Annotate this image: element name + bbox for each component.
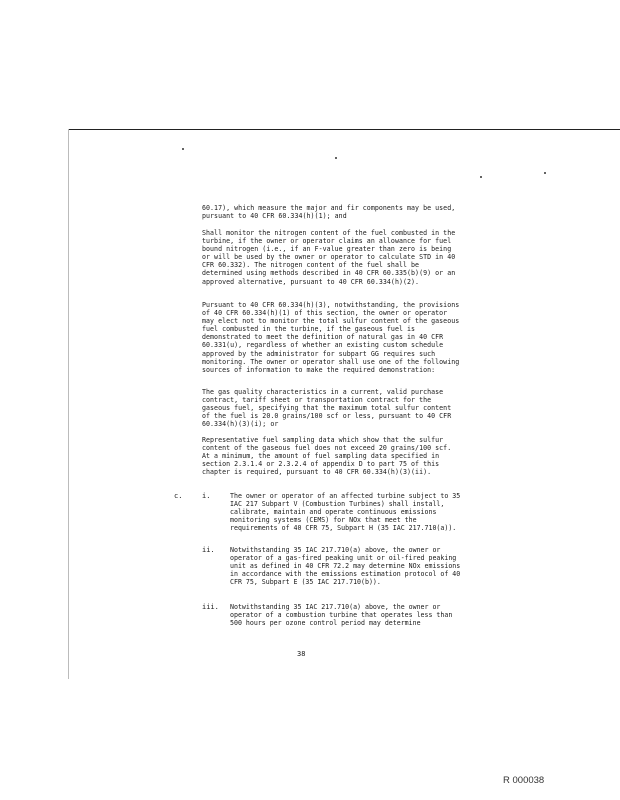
item-text: Notwithstanding 35 IAC 217.710(a) above, the owner or operator of a gas-fired peaking unit or oil-fired peaking unit as defined in 40 CFR 72.2 may determine NOx emissions in accordance with the emissions estimation protocol of 40 CFR 75, Subpart E (35 IAC 217.710(b)). bbox=[230, 546, 461, 587]
bates-number: R 000038 bbox=[503, 775, 545, 786]
paragraph-3: Pursuant to 40 CFR 60.334(h)(3), notwithstanding, the provisions of 40 CFR 60.334(h)(1) of this section, the owner or operator may elect not to monitor the total sulfur content of the gaseous fuel combusted in the turbine, if the gaseous fuel is demonstrated to meet the definition of natural gas in 40 CFR 60.331(u), regardless of whether an existing custom schedule approved by the administrator for subpart GG requires such monitoring. The owner or operator shall use one of the following sources of information to make the required demonstration: bbox=[202, 301, 460, 374]
paragraph-4: The gas quality characteristics in a current, valid purchase contract, tariff sheet or transportation contract for the gaseous fuel, specifying that the maximum total sulfur content of the fuel is 20.0 grains/100 scf or less, pursuant to 40 CFR 60.334(h)(3)(i); or bbox=[202, 388, 452, 429]
left-border-rule bbox=[68, 129, 69, 679]
paragraph-1: 60.17), which measure the major and fir components may be used, pursuant to 40 CFR 60.334(h)(1); and bbox=[202, 204, 456, 221]
item-number: ii. bbox=[202, 546, 215, 554]
top-border-rule bbox=[68, 129, 620, 130]
item-number: iii. bbox=[202, 603, 219, 611]
page-number: 38 bbox=[297, 650, 306, 658]
item-text: The owner or operator of an affected turbine subject to 35 IAC 217 Subpart V (Combustion Turbines) shall install, calibrate, maintain and operate continuous emissions monitoring systems (CEMS) for NOx that meet the requirements of 40 CFR 75, Subpart H (35 IAC 217.710(a)). bbox=[230, 492, 461, 533]
item-number: i. bbox=[202, 492, 211, 500]
item-text: Notwithstanding 35 IAC 217.710(a) above, the owner or operator of a combustion turbine that operates less than 500 hours per ozone control period may determine bbox=[230, 603, 453, 628]
paragraph-2: Shall monitor the nitrogen content of the fuel combusted in the turbine, if the owner or operator claims an allowance for fuel bound nitrogen (i.e., if an F-value greater than zero is being or will be used by the owner or operator to calculate STD in 40 CFR 60.332). The nitrogen content of the fuel shall be determined using methods described in 40 CFR 60.335(b)(9) or an approved alternative, pursuant to 40 CFR 60.334(h)(2). bbox=[202, 229, 456, 286]
paragraph-5: Representative fuel sampling data which show that the sulfur content of the gaseous fuel does not exceed 20 grains/100 scf. At a minimum, the amount of fuel sampling data specified in section 2.3.1.4 or 2.3.2.4 of appendix D to part 75 of this chapter is required, pursuant to 40 CFR 60.334(h)(3)(ii). bbox=[202, 436, 452, 477]
section-label: c. bbox=[174, 492, 183, 500]
